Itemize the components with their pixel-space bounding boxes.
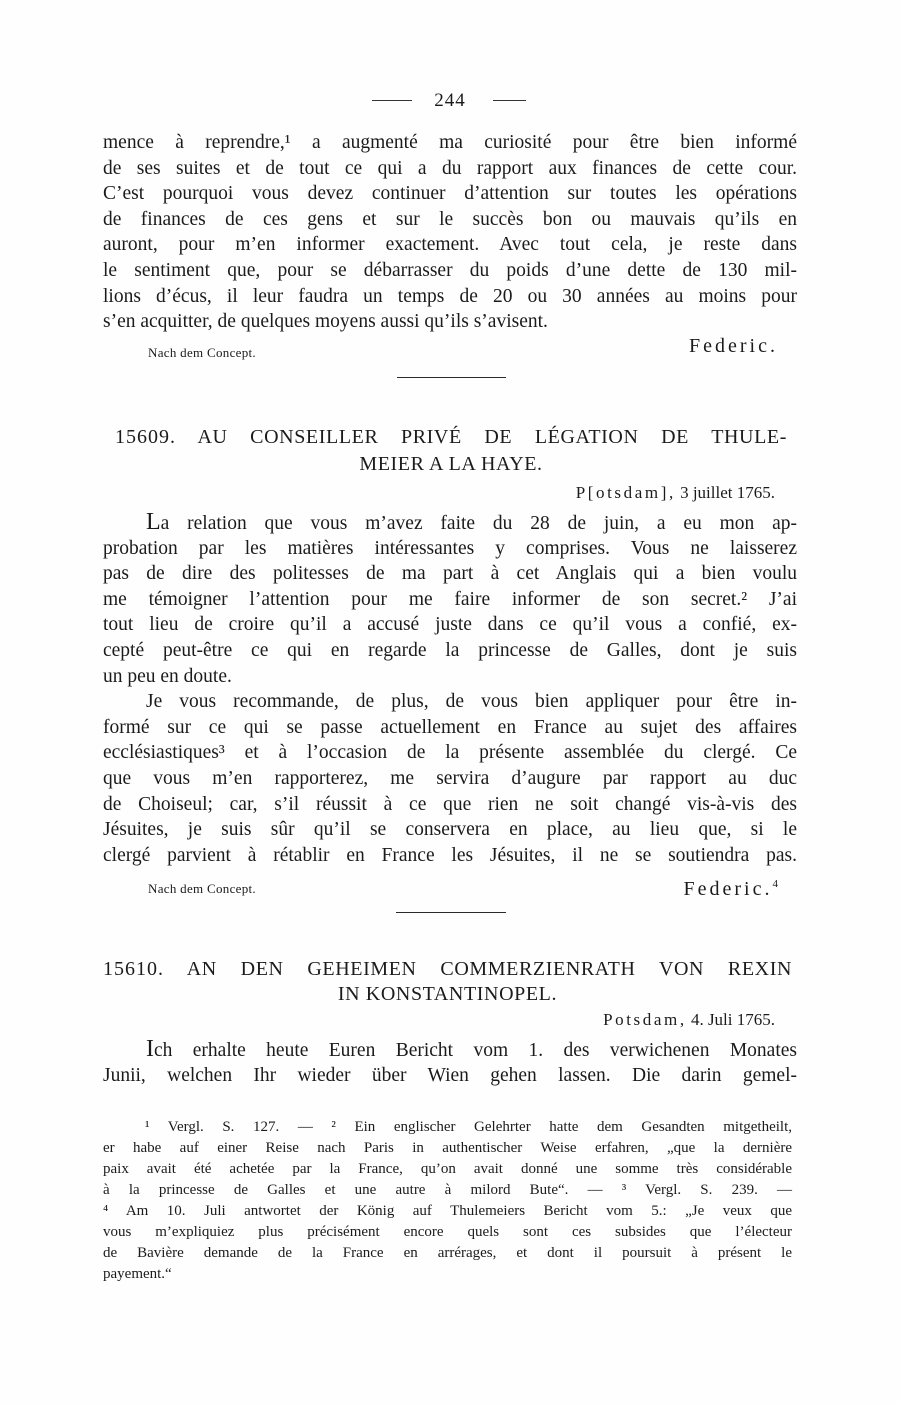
text-line: lions d’écus, il leur faudra un temps de 20 ou 30 années au moins pour	[103, 285, 797, 307]
page-number: 244	[434, 90, 466, 111]
source-note: Nach dem Concept.	[148, 881, 256, 896]
footnote-marker: 4	[772, 878, 778, 890]
text-line: ecclésiastiques³ et à l’occasion de la présente assemblée du clergé. Ce	[103, 742, 797, 764]
text-line: er habe auf einer Reise nach Paris in authentischer Weise erfahren, „que la dernière	[103, 1140, 792, 1156]
text-line: de Bavière demande de la France en arrérages, et dont il poursuit à présent le	[103, 1245, 792, 1261]
heading-line: IN KONSTANTINOPEL.	[337, 983, 558, 1005]
letter-number: 15610.	[103, 958, 164, 980]
signature	[689, 334, 778, 358]
text-line: à la princesse de Galles et une autre à milord Bute“. — ³ Vergl. S. 239. —	[103, 1182, 792, 1198]
text-line: clergé parvient à rétablir en France les Jésuites, il ne se soutiendra pas.	[103, 844, 797, 866]
source-note: Nach dem Concept.	[148, 345, 256, 360]
text-line: ⁴ Am 10. Juli antwortet der König auf Thulemeiers Bericht vom 5.: „Je veux que	[103, 1203, 792, 1219]
text-line: un peu en doute.	[103, 665, 232, 687]
text-line: auront, pour m’en informer exactement. Avec tout cela, je reste dans	[103, 234, 797, 256]
text-line: mence à reprendre,¹ a augmenté ma curiosité pour être bien informé	[103, 132, 797, 153]
date-text: 3 juillet 1765.	[680, 483, 775, 502]
date-place: P[otsdam],	[575, 483, 676, 502]
paragraph	[103, 510, 797, 689]
text-line: ¹ Vergl. S. 127. — ² Ein englischer Gelehrter hatte dem Gesandten mitgetheilt,	[145, 1119, 792, 1135]
signature	[684, 872, 778, 901]
text-line: Jésuites, je suis sûr qu’il se conservera en place, au lieu que, si le	[103, 819, 797, 841]
page-number-dash-right	[493, 100, 526, 101]
text-line: Ich erhalte heute Euren Bericht vom 1. des verwichenen Monates	[146, 1036, 797, 1062]
date-place: Potsdam,	[603, 1010, 687, 1029]
paragraph	[103, 689, 797, 868]
text-line: Je vous recommande, de plus, de vous bien appliquer pour être in-	[146, 691, 797, 713]
text-line: pas de dire des politesses de ma part à cet Anglais qui a bien voulu	[103, 563, 797, 585]
footnote-group	[103, 1117, 792, 1201]
continuation-paragraph	[103, 130, 797, 335]
text-line: La relation que vous m’avez faite du 28 de juin, a eu mon ap-	[146, 509, 797, 535]
text-line: formé sur ce qui se passe actuellement en France au sujet des affaires	[103, 716, 797, 738]
letter-body-15609	[103, 510, 797, 868]
text-line: le sentiment que, pour se débarrasser du poids d’une dette de 130 mil-	[103, 259, 797, 281]
text-line: probation par les matières intéressantes y comprises. Vous ne laisserez	[103, 537, 797, 559]
letter-heading-15610	[103, 957, 792, 1007]
section-separator	[396, 912, 506, 913]
text-line: de finances de ces gens et sur le succès bon ou mauvais qu’ils en	[103, 208, 797, 230]
letter-body-15610	[103, 1037, 797, 1088]
text-line: s’en acquitter, de quelques moyens aussi qu’ils s’avisent.	[103, 311, 548, 333]
heading-line: MEIER A LA HAYE.	[359, 453, 543, 475]
letter-date	[603, 1008, 775, 1032]
letter-number: 15609.	[115, 426, 176, 448]
text-line: paix avait été achetée par la France, qu’on avait donné une somme très considérable	[103, 1161, 792, 1177]
heading-line	[103, 957, 792, 982]
signature-text: Federic.	[689, 335, 778, 357]
text-line: C’est pourquoi vous devez continuer d’attention sur toutes les opérations	[103, 183, 797, 205]
footnotes	[103, 1117, 792, 1285]
paragraph	[103, 1037, 797, 1088]
heading-line	[115, 424, 787, 451]
date-text: 4. Juli 1765.	[690, 1010, 775, 1029]
letter-heading-15609	[115, 424, 787, 478]
signature-text: Federic.	[683, 878, 773, 900]
page-header	[0, 88, 900, 114]
heading-text: AN DEN GEHEIMEN COMMERZIENRATH VON REXIN	[186, 958, 793, 980]
text-line: vous m’expliquiez plus précisément encore quels sont ces subsides que l’électeur	[103, 1224, 792, 1240]
text-line: de Choiseul; car, s’il réussit à ce que rien ne soit changé vis-à-vis des	[103, 793, 797, 815]
text-line: tout lieu de croire qu’il a accusé juste dans ce qu’il vous a confié, ex-	[103, 614, 797, 636]
letter-date	[576, 481, 775, 505]
section-separator	[397, 377, 506, 378]
footnote-group	[103, 1201, 792, 1285]
text-line: payement.“	[103, 1266, 172, 1282]
text-line: me témoigner l’attention pour me faire informer de son secret.² J’ai	[103, 588, 797, 610]
text-line: de ses suites et de tout ce qui a du rapport aux finances de cette cour.	[103, 157, 797, 179]
text-line: que vous m’en rapporterez, me servira d’augure par rapport au duc	[103, 767, 797, 789]
text-line: cepté peut-être ce qui en regarde la princesse de Galles, dont je suis	[103, 639, 797, 661]
heading-text: AU CONSEILLER PRIVÉ DE LÉGATION DE THULE-	[197, 426, 787, 448]
text-line: Junii, welchen Ihr wieder über Wien gehen lassen. Die darin gemel-	[103, 1064, 797, 1086]
